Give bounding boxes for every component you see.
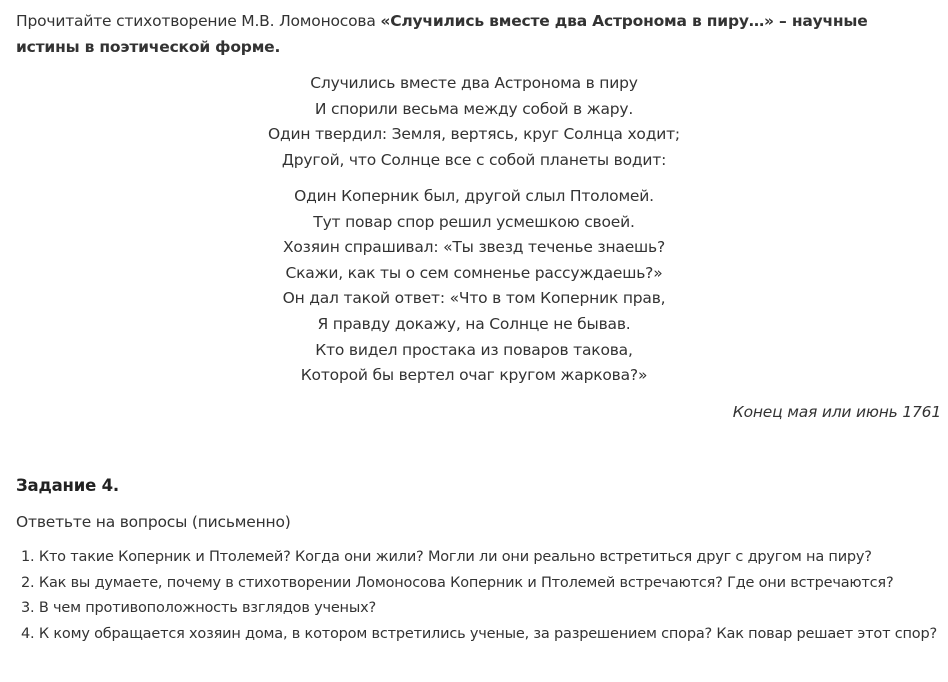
intro-paragraph bbox=[16, 8, 926, 60]
poem-line: Которой бы вертел очаг кругом жаркова?» bbox=[300, 366, 648, 385]
poem-stanza-2 bbox=[0, 184, 948, 389]
intro-suffix: научные истины в поэтической форме. bbox=[16, 12, 868, 56]
poem-line: Случились вместе два Астронома в пиру bbox=[310, 74, 638, 92]
question-item: 1. Кто такие Коперник и Птолемей? Когда они жили? Могли ли они реально встретиться друг с другом на пиру? bbox=[21, 549, 872, 565]
poem-date: Конец мая или июнь 1761 bbox=[732, 403, 941, 421]
question-list bbox=[21, 545, 937, 647]
poem-line: Другой, что Солнце все с собой планеты водит: bbox=[281, 150, 667, 169]
poem-line: Один Коперник был, другой слыл Птоломей. bbox=[294, 187, 654, 205]
question-item: 3. В чем противоположность взглядов ученых? bbox=[21, 600, 376, 617]
poem-line: Скажи, как ты о сем сомненье рассуждаешь?» bbox=[285, 263, 663, 282]
poem-line: Один твердил: Земля, вертясь, круг Солнца ходит; bbox=[268, 125, 680, 144]
question-item: 4. К кому обращается хозяин дома, в котором встретились ученые, за разрешением спора? Как повар решает этот спор? bbox=[21, 625, 937, 642]
poem-line: И спорили весьма между собой в жару. bbox=[314, 99, 634, 118]
question-item: 2. Как вы думаете, почему в стихотворении Ломоносова Коперник и Птолемей встречаются? Где они встречаются? bbox=[21, 574, 894, 591]
task-instruction: Ответьте на вопросы (письменно) bbox=[16, 513, 291, 531]
poem-line: Он дал такой ответ: «Что в том Коперник прав, bbox=[282, 289, 666, 308]
intro-dash: – bbox=[773, 12, 792, 30]
intro-prefix: Прочитайте стихотворение М.В. Ломоносова bbox=[16, 12, 381, 30]
task-heading: Задание 4. bbox=[16, 476, 119, 495]
poem-stanza-1 bbox=[0, 71, 948, 173]
poem-line: Я правду докажу, на Солнце не бывав. bbox=[317, 314, 631, 333]
poem-line: Кто видел простака из поваров такова, bbox=[315, 340, 633, 359]
poem-title: «Случились вместе два Астронома в пиру…» bbox=[380, 12, 774, 30]
poem-line: Тут повар спор решил усмешкою своей. bbox=[313, 212, 635, 231]
poem-line: Хозяин спрашивал: «Ты звезд теченье знаешь? bbox=[282, 238, 665, 257]
